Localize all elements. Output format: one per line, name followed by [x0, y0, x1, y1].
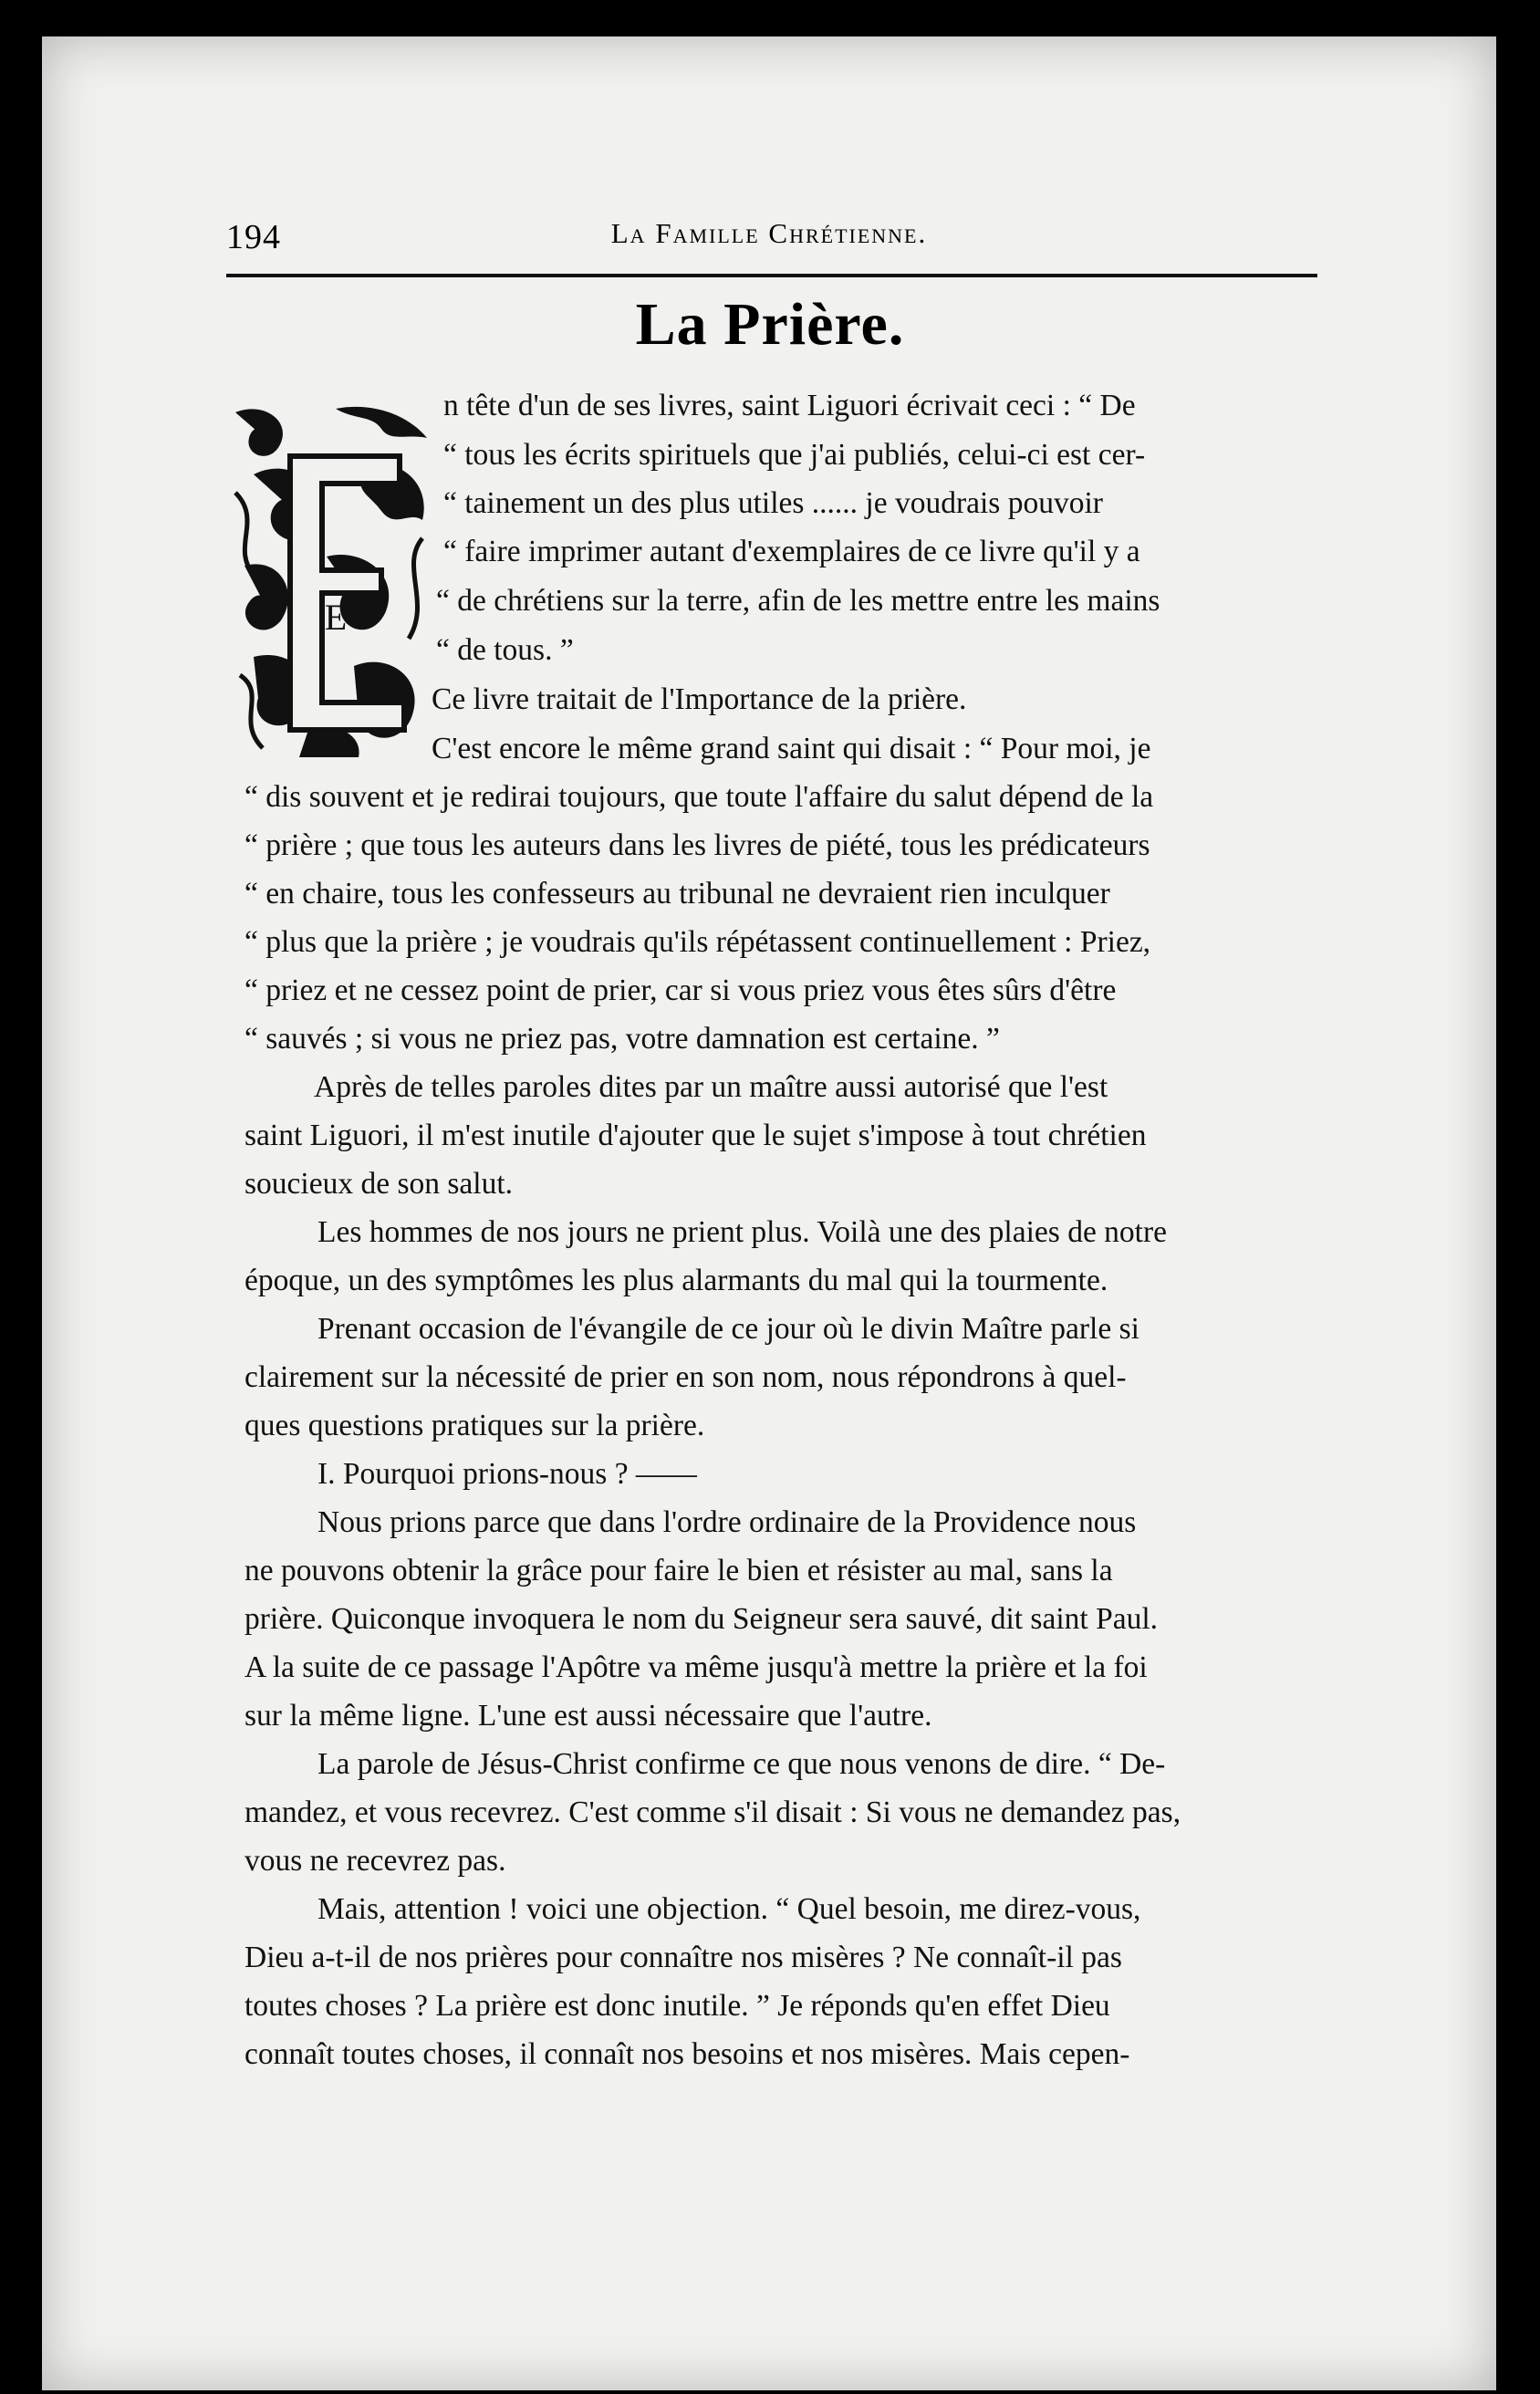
body-line: A la suite de ce passage l'Apôtre va même jusqu'à mettre la prière et la foi	[245, 1650, 1148, 1684]
body-line: “ faire imprimer autant d'exemplaires de ce livre qu'il y a	[443, 535, 1140, 568]
body-line: “ dis souvent et je redirai toujours, que toute l'affaire du salut dépend de la	[245, 780, 1154, 814]
page-number: 194	[226, 218, 281, 256]
body-line: Les hommes de nos jours ne prient plus. Voilà une des plaies de notre	[317, 1215, 1168, 1249]
body-line: Nous prions parce que dans l'ordre ordinaire de la Providence nous	[317, 1505, 1137, 1539]
body-line: sur la même ligne. L'une est aussi nécessaire que l'autre.	[245, 1699, 932, 1733]
body-line: époque, un des symptômes les plus alarmants du mal qui la tourmente.	[245, 1264, 1108, 1297]
body-line: Mais, attention ! voici une objection. “ Quel besoin, me direz-vous,	[317, 1892, 1141, 1926]
body-line: ne pouvons obtenir la grâce pour faire le bien et résister au mal, sans la	[245, 1554, 1113, 1587]
body-line: La parole de Jésus-Christ confirme ce que nous venons de dire. “ De-	[317, 1747, 1166, 1781]
body-line: saint Liguori, il m'est inutile d'ajouter que le sujet s'impose à tout chrétien	[245, 1119, 1147, 1152]
body-line: soucieux de son salut.	[245, 1167, 514, 1201]
body-line: “ sauvés ; si vous ne priez pas, votre damnation est certaine. ”	[245, 1022, 1000, 1056]
body-line: toutes choses ? La prière est donc inutile. ” Je réponds qu'en effet Dieu	[245, 1989, 1110, 2023]
body-line: mandez, et vous recevrez. C'est comme s'il disait : Si vous ne demandez pas,	[245, 1796, 1181, 1829]
body-line: Ce livre traitait de l'Importance de la prière.	[432, 682, 967, 716]
body-line: vous ne recevrez pas.	[245, 1844, 506, 1878]
body-line: “ de chrétiens sur la terre, afin de les mettre entre les mains	[436, 584, 1160, 618]
body-line: “ plus que la prière ; je voudrais qu'ils répétassent continuellement : Priez,	[245, 925, 1151, 959]
body-line: Dieu a-t-il de nos prières pour connaître nos misères ? Ne connaît-il pas	[245, 1941, 1122, 1974]
body-line: “ en chaire, tous les confesseurs au tribunal ne devraient rien inculquer	[245, 877, 1110, 911]
body-line: clairement sur la nécessité de prier en son nom, nous répondrons à quel-	[245, 1360, 1127, 1394]
body-line: “ tainement un des plus utiles ...... je voudrais pouvoir	[443, 486, 1103, 520]
body-line: C'est encore le même grand saint qui disait : “ Pour moi, je	[432, 732, 1151, 765]
dropcap-letter: E	[324, 597, 348, 638]
article-title: La Prière.	[635, 291, 905, 358]
body-line: connaît toutes choses, il connaît nos besoins et nos misères. Mais cepen-	[245, 2037, 1130, 2071]
body-line: I. Pourquoi prions-nous ? ——	[317, 1457, 697, 1491]
running-header	[226, 217, 1312, 272]
body-line: “ priez et ne cessez point de prier, car si vous priez vous êtes sûrs d'être	[245, 973, 1117, 1007]
body-line: n tête d'un de ses livres, saint Liguori écrivait ceci : “ De	[443, 389, 1136, 422]
body-line: Prenant occasion de l'évangile de ce jour où le divin Maître parle si	[317, 1312, 1139, 1346]
body-line: prière. Quiconque invoquera le nom du Seigneur sera sauvé, dit saint Paul.	[245, 1602, 1159, 1636]
body-line: “ tous les écrits spirituels que j'ai publiés, celui-ci est cer-	[443, 438, 1146, 472]
header-rule	[226, 274, 1317, 277]
body-line: “ de tous. ”	[436, 633, 574, 667]
ornamental-dropcap	[226, 401, 438, 762]
body-line: ques questions pratiques sur la prière.	[245, 1409, 705, 1442]
running-title: La Famille Chrétienne.	[610, 217, 928, 249]
body-line: Après de telles paroles dites par un maître aussi autorisé que l'est	[314, 1070, 1108, 1104]
body-line: “ prière ; que tous les auteurs dans les livres de piété, tous les prédicateurs	[245, 828, 1150, 862]
